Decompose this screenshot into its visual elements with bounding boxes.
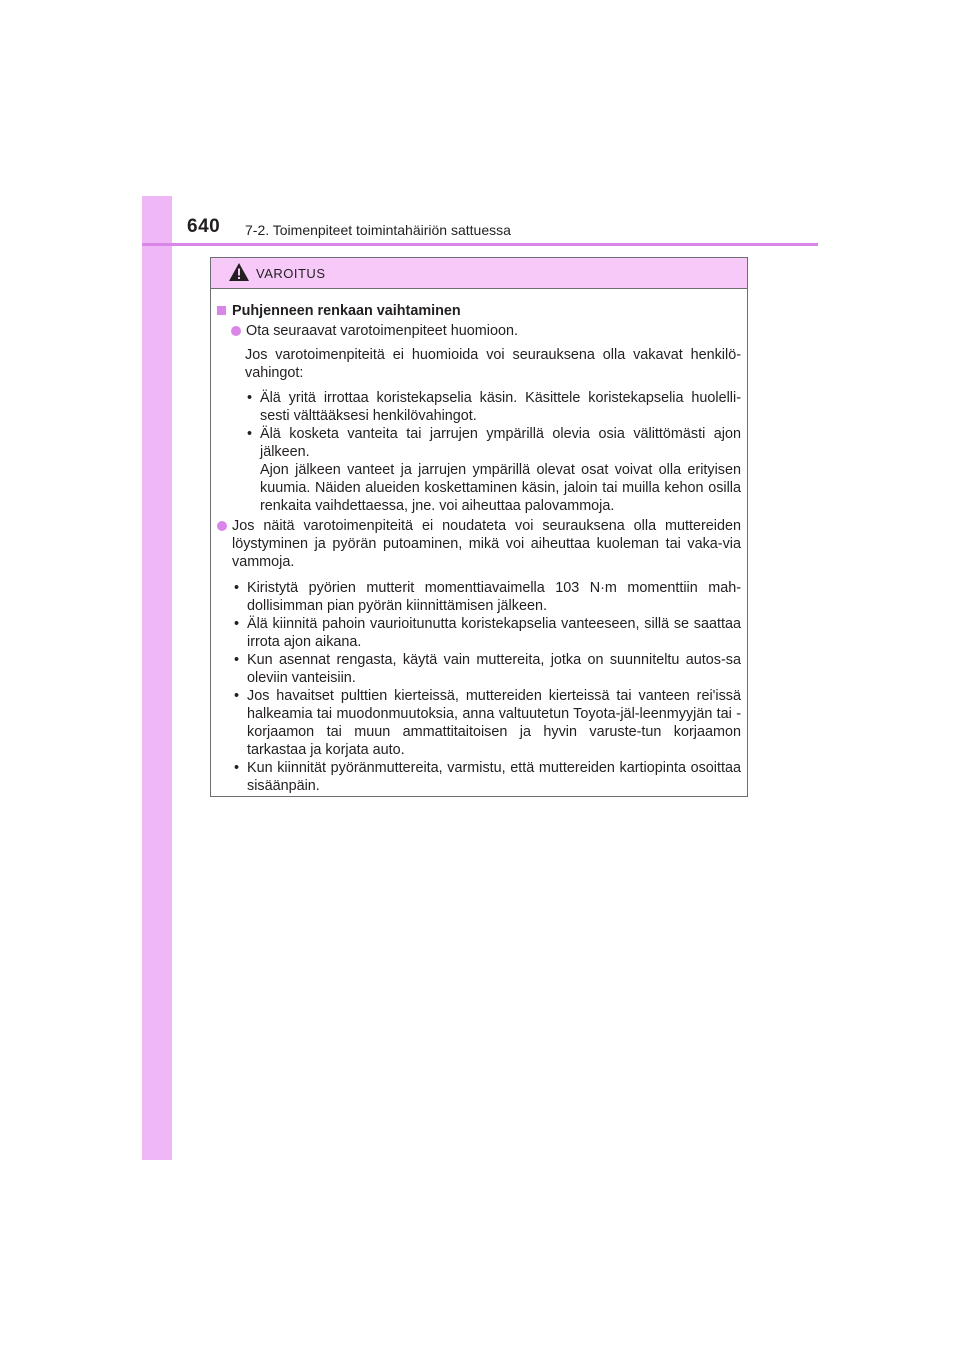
sub-list-item: • Kun asennat rengasta, käytä vain muttereita, jotka on suunniteltu autos-sa oleviin vanteisiin. — [234, 652, 741, 686]
sub-list-item-text: Kun kiinnität pyöränmuttereita, varmistu, että muttereiden kartiopinta osoittaa sisäänpäin. — [247, 760, 741, 794]
circle-bullet-icon — [231, 326, 241, 336]
warning-title: VAROITUS — [256, 266, 326, 281]
sub-list-item-text: Kun asennat rengasta, käytä vain muttereita, jotka on suunniteltu autos-sa oleviin vanteisiin. — [247, 652, 741, 686]
page-number: 640 — [187, 216, 221, 237]
list-item-text: Ota seuraavat varotoimenpiteet huomioon. — [246, 323, 518, 339]
list-item-text: Jos näitä varotoimenpiteitä ei noudateta voi seurauksena olla muttereiden löystyminen ja pyörän putoaminen, mikä voi aiheuttaa kuoleman tai vaka-via vammoja. — [232, 518, 741, 570]
chapter-side-bar — [142, 196, 172, 1160]
warning-heading-text: Puhjenneen renkaan vaihtaminen — [232, 303, 461, 319]
sub-list-item-text: Älä kosketa vanteita tai jarrujen ympärillä olevia osia välittömästi ajon jälkeen. — [260, 426, 741, 460]
circle-bullet-icon — [217, 521, 227, 531]
sub-list-item-extra: Ajon jälkeen vanteet ja jarrujen ympärillä olevat osat voivat olla erityisen kuumia. Näiden alueiden koskettaminen käsin, jaloin tai muilla kehon osilla renkaita vaihdettaessa, jne. voi aiheuttaa palovammoja. — [260, 462, 741, 514]
header-rule — [142, 243, 818, 246]
paragraph: Jos varotoimenpiteitä ei huomioida voi seurauksena olla vakavat henkilö-vahingot: — [245, 347, 741, 381]
warning-heading — [215, 302, 741, 320]
list-item — [215, 517, 741, 571]
warning-body — [211, 289, 747, 795]
sub-list-item: • Älä yritä irrottaa koristekapselia käsin. Käsittele koristekapselia huolelli-sesti välttääksesi henkilövahingot. — [247, 390, 741, 424]
sub-list-item: • Älä kiinnitä pahoin vaurioitunutta koristekapselia vanteeseen, sillä se saattaa irrota ajon aikana. — [234, 616, 741, 650]
sub-list — [215, 389, 741, 515]
sub-list-item: • Kun kiinnität pyöränmuttereita, varmistu, että muttereiden kartiopinta osoittaa sisäänpäin. — [234, 760, 741, 794]
warning-triangle-icon — [228, 262, 250, 282]
sub-list-item: • Jos havaitset pulttien kierteissä, muttereiden kierteissä tai vanteen rei'issä halkeamia tai muodonmuutoksia, anna valtuutetun Toyota-jäl-leenmyyjän tai -korjaamon tai muun ammattitaitoisen ja hyvin varuste-tun korjaamon tarkastaa ja korjata auto. — [234, 688, 741, 758]
square-bullet-icon — [217, 306, 226, 315]
sub-list-item-text: Jos havaitset pulttien kierteissä, muttereiden kierteissä tai vanteen rei'issä halkeamia tai muodonmuutoksia, anna valtuutetun Toyota-jäl-leenmyyjän tai -korjaamon tai muun ammattitaitoisen ja hyvin varuste-tun korjaamon tarkastaa ja korjata auto. — [247, 688, 741, 758]
list-item — [215, 322, 741, 340]
section-title: 7-2. Toimenpiteet toimintahäiriön sattuessa — [245, 222, 511, 238]
sub-list-item-text: Kiristytä pyörien mutterit momenttiavaimella 103 N·m momenttiin mah-dollisimman pian pyörän kiinnittämisen jälkeen. — [247, 580, 741, 614]
sub-list-item-text: Älä kiinnitä pahoin vaurioitunutta koristekapselia vanteeseen, sillä se saattaa irrota ajon aikana. — [247, 616, 741, 650]
warning-header — [211, 258, 747, 289]
sub-list — [215, 579, 741, 795]
sub-list-item-text: Älä yritä irrottaa koristekapselia käsin. Käsittele koristekapselia huolelli-sesti välttääksesi henkilövahingot. — [260, 390, 741, 424]
sub-list-item: • Kiristytä pyörien mutterit momenttiavaimella 103 N·m momenttiin mah-dollisimman pian pyörän kiinnittämisen jälkeen. — [234, 580, 741, 614]
sub-list-item: • Älä kosketa vanteita tai jarrujen ympärillä olevia osia välittömästi ajon jälkeen. Ajon jälkeen vanteet ja jarrujen ympärillä olevat osat voivat olla erityisen kuumia. Näiden alueiden koskettaminen käsin, jaloin tai muilla kehon osilla renkaita vaihdettaessa, jne. voi aiheuttaa palovammoja. — [247, 426, 741, 514]
warning-box — [210, 257, 748, 797]
